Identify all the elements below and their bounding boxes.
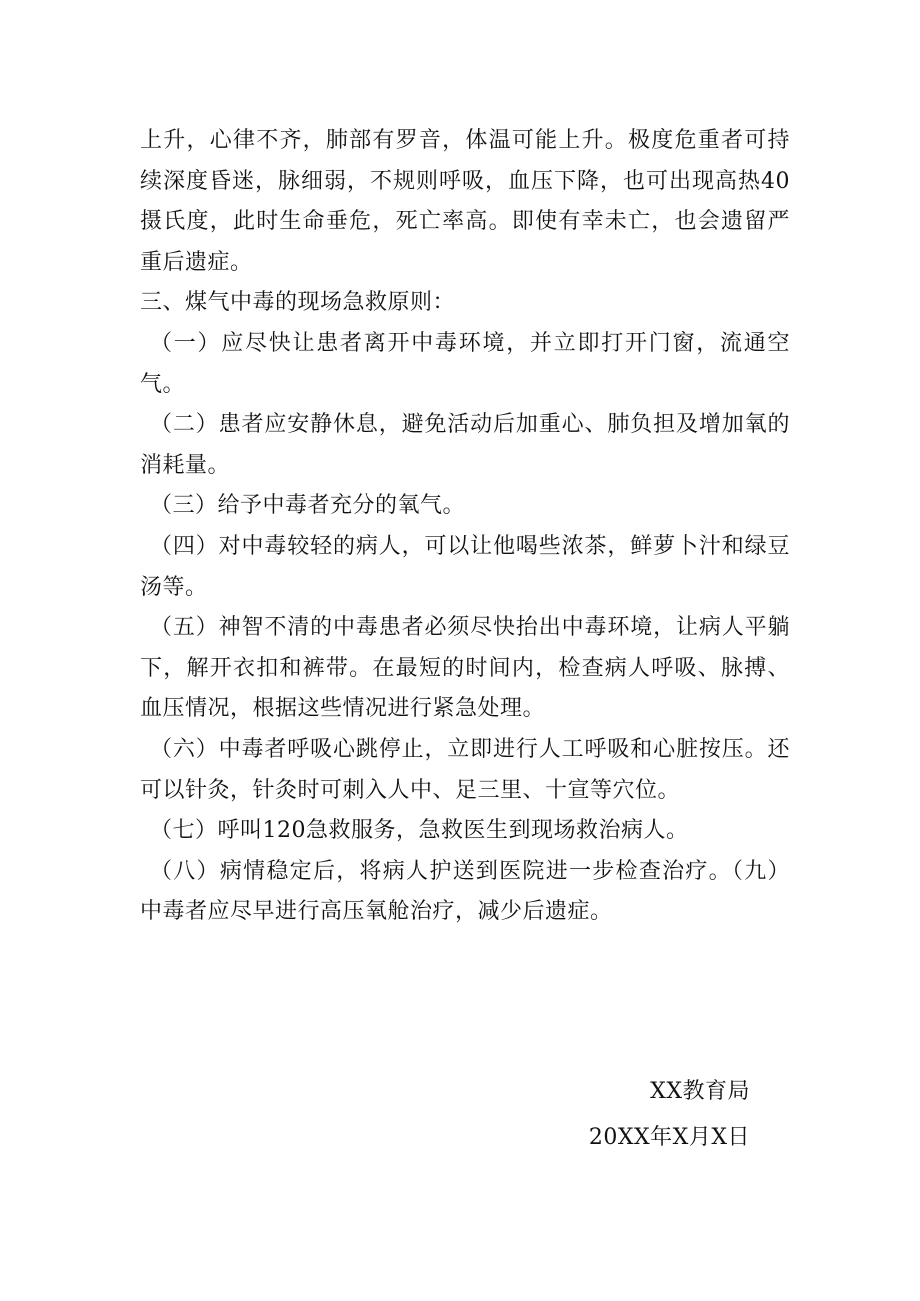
list-item-4: （四）对中毒较轻的病人，可以让他喝些浓茶，鲜萝卜汁和绿豆汤等。 <box>140 533 790 600</box>
signature-organization: XX教育局 <box>650 1079 750 1104</box>
signature-date: 20XX年X月X日 <box>588 1125 750 1150</box>
paragraph-symptoms-continued: 上升，心律不齐，肺部有罗音，体温可能上升。极度危重者可持续深度昏迷，脉细弱，不规则呼吸，血压下降，也可出现高热40摄氏度，此时生命垂危，死亡率高。即使有幸未亡，也会遗留严重后遗症。 <box>140 128 790 275</box>
list-item-7: （七）呼叫120急救服务，急救医生到现场救治病人。 <box>150 818 689 844</box>
list-item-8-9: （八）病情稳定后，将病人护送到医院进一步检查治疗。（九）中毒者应尽早进行高压氧舱治疗，减少后遗症。 <box>140 858 790 925</box>
list-item-6: （六）中毒者呼吸心跳停止，立即进行人工呼吸和心脏按压。还可以针灸，针灸时可刺入人中、足三里、十宣等穴位。 <box>140 736 790 803</box>
list-item-5: （五）神智不清的中毒患者必须尽快抬出中毒环境，让病人平躺下，解开衣扣和裤带。在最短的时间内，检查病人呼吸、脉搏、血压情况，根据这些情况进行紧急处理。 <box>140 615 790 722</box>
list-item-3: （三）给予中毒者充分的氧气。 <box>150 493 466 519</box>
section-heading-first-aid: 三、煤气中毒的现场急救原则： <box>140 290 456 316</box>
list-item-2: （二）患者应安静休息，避免活动后加重心、肺负担及增加氧的消耗量。 <box>140 412 790 478</box>
document-body <box>140 121 790 933</box>
list-item-1: （一）应尽快让患者离开中毒环境，并立即打开门窗，流通空气。 <box>140 330 790 397</box>
